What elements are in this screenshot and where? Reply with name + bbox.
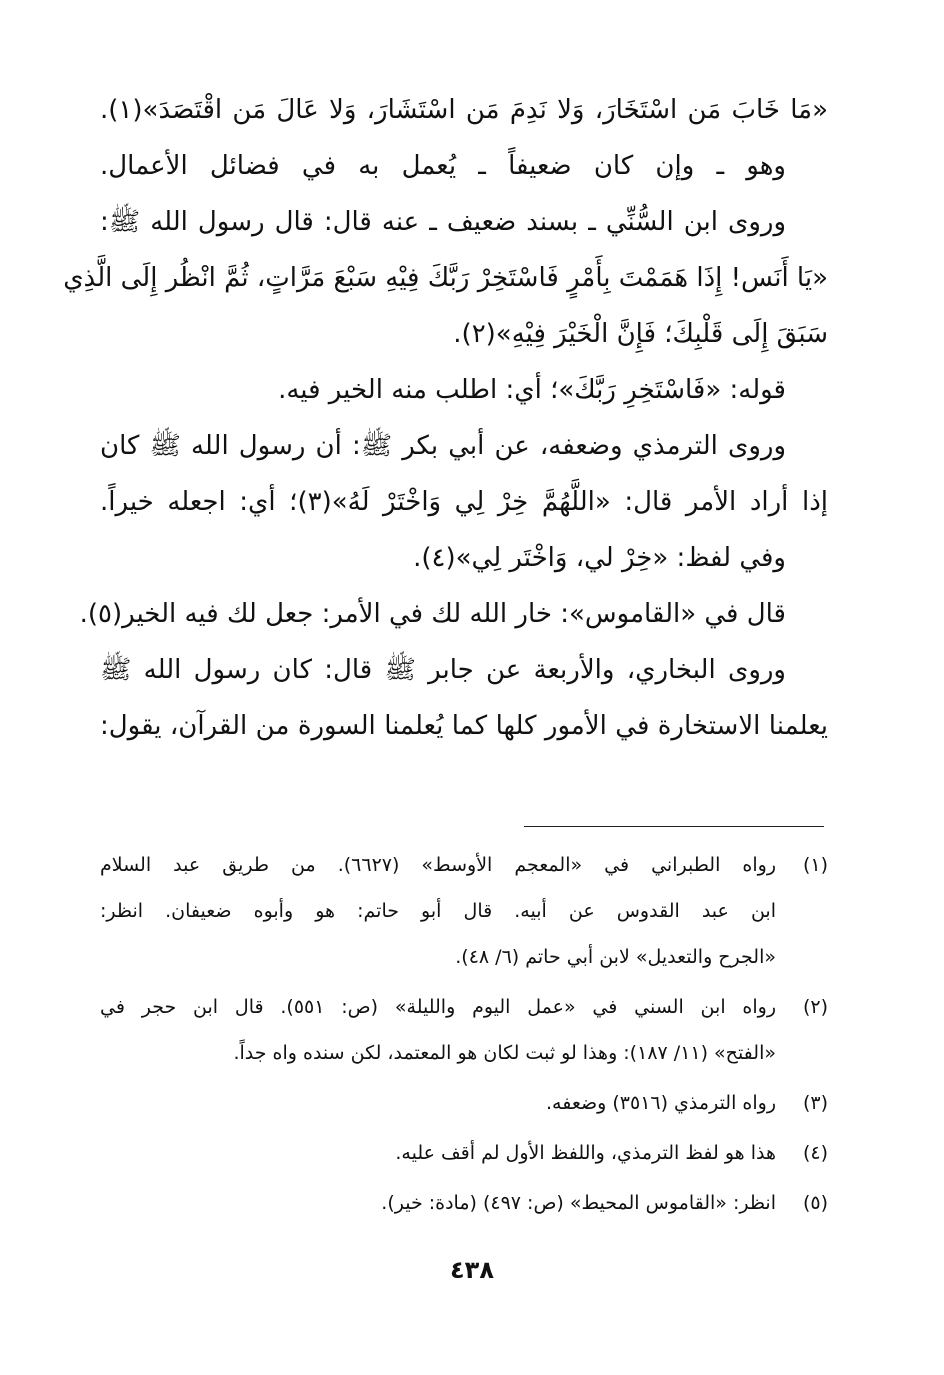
footnote-body bbox=[100, 1130, 776, 1176]
footnote-4 bbox=[100, 1130, 828, 1176]
text-line-3: وروى ابن السُّنِّي ـ بسند ضعيف ـ عنه قال: قال رسول الله ﷺ: bbox=[100, 207, 786, 237]
footnote-line: هذا هو لفظ الترمذي، واللفظ الأول لم أقف عليه. bbox=[395, 1142, 776, 1164]
page-number: ٤٣٨ bbox=[450, 1256, 494, 1284]
footnote-5 bbox=[100, 1180, 828, 1226]
footnote-number: (١) bbox=[802, 854, 828, 876]
text-line-7: وروى الترمذي وضعفه، عن أبي بكر ﷺ: أن رسول الله ﷺ كان bbox=[100, 431, 786, 461]
footnote-number: (٢) bbox=[802, 996, 828, 1018]
footnote-1 bbox=[100, 842, 828, 980]
footnote-line: انظر: «القاموس المحيط» (ص: ٤٩٧) (مادة: خير). bbox=[381, 1192, 776, 1214]
footnote-line: رواه الطبراني في «المعجم الأوسط» (٦٦٢٧). من طريق عبد السلام bbox=[100, 854, 776, 876]
footnote-line: «الجرح والتعديل» لابن أبي حاتم (٦/ ٤٨). bbox=[455, 946, 776, 968]
text-line-12: يعلمنا الاستخارة في الأمور كلها كما يُعلمنا السورة من القرآن، يقول: bbox=[100, 711, 828, 741]
footnote-line: رواه الترمذي (٣٥١٦) وضعفه. bbox=[546, 1092, 776, 1114]
text-line-11: وروى البخاري، والأربعة عن جابر ﷺ قال: كان رسول الله ﷺ bbox=[100, 655, 786, 685]
footnote-2 bbox=[100, 984, 828, 1076]
footnote-line: «الفتح» (١١/ ١٨٧): وهذا لو ثبت لكان هو المعتمد، لكن سنده واه جداً. bbox=[233, 1042, 776, 1064]
footnote-3 bbox=[100, 1080, 828, 1126]
footnote-number: (٤) bbox=[802, 1142, 828, 1164]
footnote-number: (٣) bbox=[802, 1092, 828, 1114]
text-line-1: «مَا خَابَ مَن اسْتَخَارَ، وَلا نَدِمَ مَن اسْتَشَارَ، وَلا عَالَ مَن اقْتَصَدَ»(١). bbox=[100, 95, 828, 125]
footnote-line: ابن عبد القدوس عن أبيه. قال أبو حاتم: هو وأبوه ضعيفان. انظر: bbox=[100, 900, 776, 922]
text-line-4: «يَا أَنَس! إِذَا هَمَمْتَ بِأَمْرٍ فَاسْتَخِرْ رَبَّكَ فِيْهِ سَبْعَ مَرَّاتٍ، ثُمَّ انْظُر إِلَى الَّذِي bbox=[63, 263, 828, 293]
text-line-9: وفي لفظ: «خِرْ لي، وَاخْتَر لِي»(٤). bbox=[413, 543, 786, 573]
text-line-6: قوله: «فَاسْتَخِرِ رَبَّكَ»؛ أي: اطلب منه الخير فيه. bbox=[278, 375, 786, 405]
footnote-separator bbox=[524, 826, 824, 827]
text-line-5: سَبَقَ إِلَى قَلْبِكَ؛ فَإِنَّ الْخَيْرَ فِيْهِ»(٢). bbox=[453, 319, 828, 349]
footnote-body bbox=[100, 984, 776, 1076]
text-line-2: وهو ـ وإن كان ضعيفاً ـ يُعمل به في فضائل الأعمال. bbox=[100, 151, 786, 181]
text-line-10: قال في «القاموس»: خار الله لك في الأمر: جعل لك فيه الخير(٥). bbox=[79, 599, 786, 629]
footnotes bbox=[100, 842, 828, 1230]
text-line-8: إذا أراد الأمر قال: «اللَّهُمَّ خِرْ لِي وَاخْتَرْ لَهُ»(٣)؛ أي: اجعله خيراً. bbox=[100, 487, 828, 517]
footnote-body bbox=[100, 1180, 776, 1226]
footnote-body bbox=[100, 1080, 776, 1126]
main-text bbox=[63, 82, 828, 754]
footnote-line: رواه ابن السني في «عمل اليوم والليلة» (ص: ٥٥١). قال ابن حجر في bbox=[100, 996, 776, 1018]
footnote-body bbox=[100, 842, 776, 980]
footnote-number: (٥) bbox=[802, 1192, 828, 1214]
